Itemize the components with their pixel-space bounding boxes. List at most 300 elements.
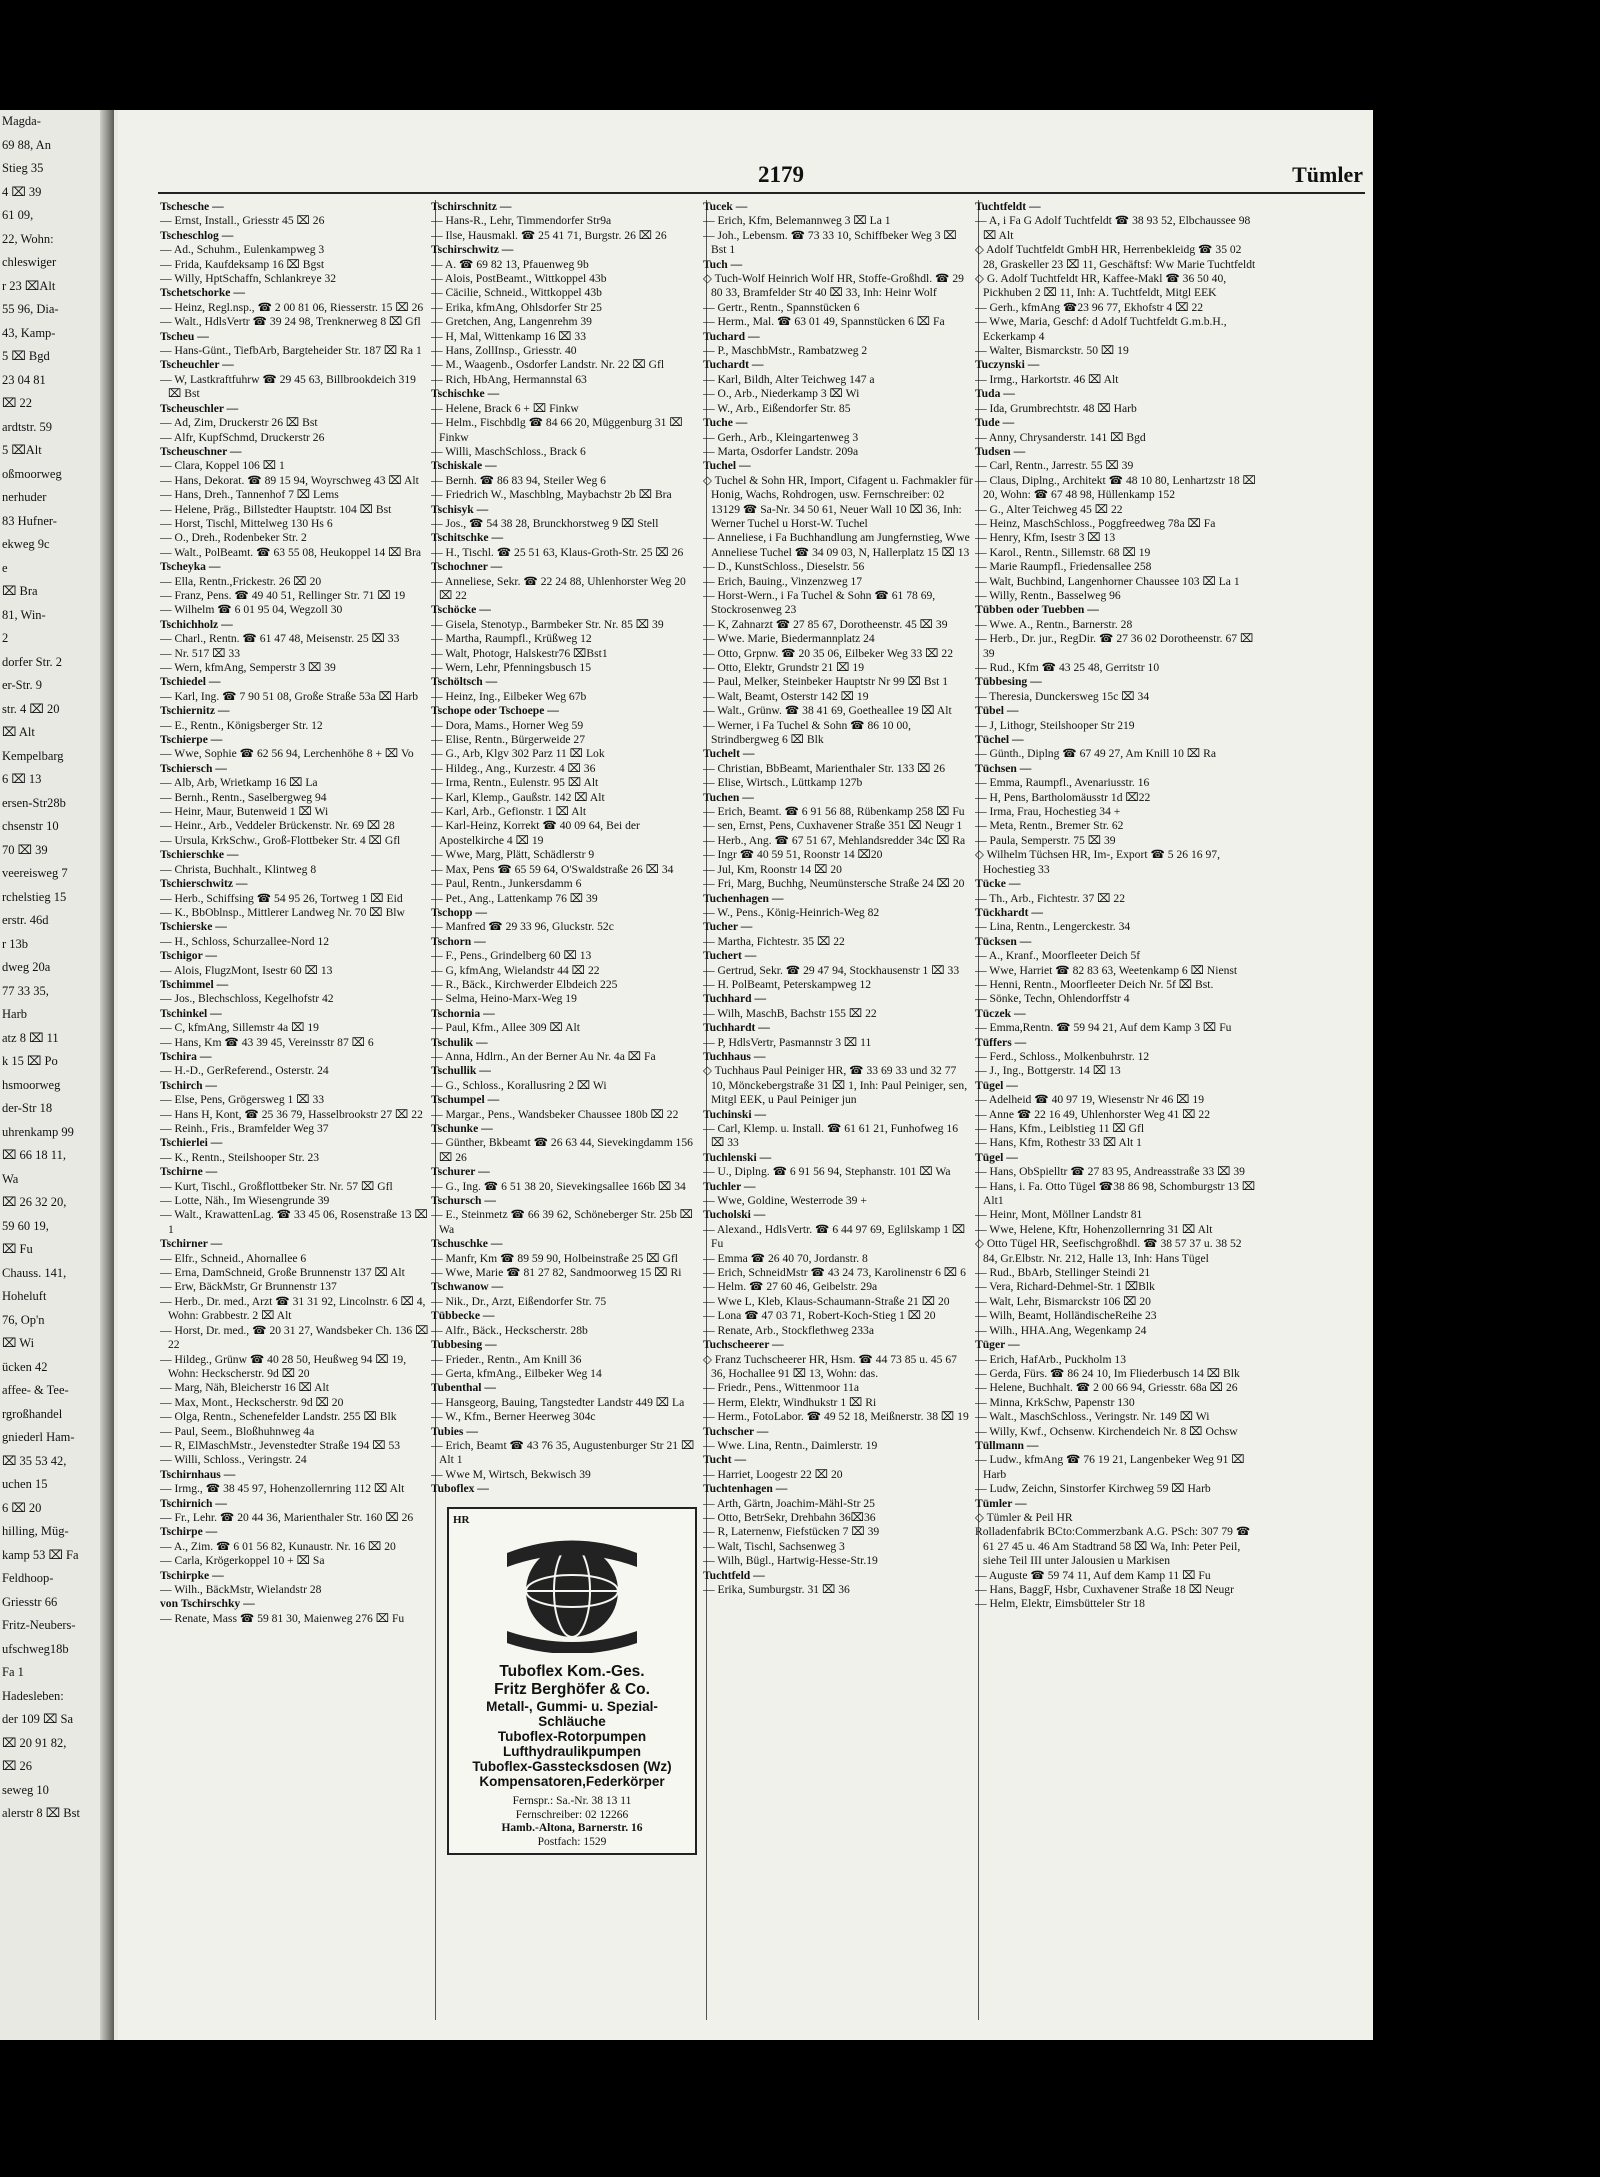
surname-heading: Tschigor — [160,949,218,963]
directory-entry: — Jos., Blechschloss, Kegelhofstr 42 [160,992,334,1006]
directory-entry: ◇ Adolf Tuchtfeldt GmbH HR, Herrenbekleidg ☎ 35 02 28, Graskeller 23 ⌧ 11, Geschäftsf: Ww Marie Tuchtfeldt [975,243,1256,271]
directory-entry: — Ilse, Hausmakl. ☎ 25 41 71, Burgstr. 26 ⌧ 26 [431,228,667,242]
directory-entry: — Ad, Zim, Druckerstr 26 ⌧ Bst [160,416,318,430]
surname-heading: Tuchhaus — [703,1049,766,1063]
directory-entry: — Karl, Ing. ☎ 7 90 51 08, Große Straße 53a ⌧ Harb [160,689,419,703]
directory-entry: — C, kfmAng, Sillemstr 4a ⌧ 19 [160,1021,319,1035]
directory-entry: — Wwe M, Wirtsch, Bekwisch 39 [431,1467,591,1481]
left-page-line: hilling, Müg- [2,1524,69,1538]
book-gutter [100,110,114,2040]
directory-entry: — Franz, Pens. ☎ 49 40 51, Rellinger Str. 71 ⌧ 19 [160,588,406,602]
directory-entry: — Walt., MaschSchloss., Veringstr. Nr. 149 ⌧ Wi [975,1410,1210,1424]
left-page-line: 83 Hufner- [2,513,57,528]
ad-line: Kompensatoren,Federkörper [479,1774,665,1790]
directory-entry: — Erw, BäckMstr, Gr Brunnenstr 137 [160,1280,337,1294]
directory-entry: — Hans, ObSpielltr ☎ 27 83 95, Andreasstraße 33 ⌧ 39 [975,1165,1245,1179]
left-page-line: ⌧ Fu [2,1242,33,1256]
directory-entry: — K., Rentn., Steilshooper Str. 23 [160,1150,320,1164]
directory-entry: — Ernst, Install., Griesstr 45 ⌧ 26 [160,214,325,228]
directory-entry: — Auguste ☎ 59 74 11, Auf dem Kamp 11 ⌧ Fu [975,1568,1211,1582]
left-page-line: Griesstr 66 [2,1594,58,1609]
directory-entry: — Hans, i. Fa. Otto Tügel ☎38 86 98, Schomburgstr 13 ⌧ Alt1 [975,1179,1256,1208]
surname-heading: Tüchsen — [975,761,1032,775]
left-page-line: ekweg 9c [2,537,50,551]
directory-entry: Rolladenfabrik BCto:Commerzbank A.G. PSch: 307 79 ☎ 61 27 45 u. 46 Am Stadtrand 58 ⌧ Wa, Inh: Peter Peil, siehe Teil III unter Jalousien u Markisen [975,1525,1251,1568]
directory-entry: — Frieder., Rentn., Am Knill 36 [431,1352,582,1366]
directory-entry: — Gretchen, Ang, Langenrehm 39 [431,315,592,329]
directory-entry: ◇ Otto Tügel HR, Seefischgroßhdl. ☎ 38 57 37 u. 38 52 84, Gr.Elbstr. Nr. 212, Halle 13, Inh: Hans Tügel [975,1237,1242,1265]
directory-entry: — Alb, Arb, Wrietkamp 16 ⌧ La [160,776,318,790]
left-page-line: 22, Wohn: [2,231,54,246]
directory-entry: — Herm., Mal. ☎ 63 01 49, Spannstücken 6 ⌧ Fa [703,315,945,329]
surname-heading: Tücke — [975,877,1021,891]
left-page-line: kamp 53 ⌧ Fa [2,1547,79,1562]
directory-entry: — Karl, Klemp., Gaußstr. 142 ⌧ Alt [431,790,605,804]
directory-entry: — Lona ☎ 47 03 71, Robert-Koch-Stieg 1 ⌧ 20 [703,1309,936,1323]
directory-entry: — Heinz, Regl.nsp., ☎ 2 00 81 06, Riesserstr. 15 ⌧ 26 [160,300,424,314]
directory-entry: — Hans-R., Lehr, Timmendorfer Str9a [431,214,612,228]
surname-heading: Tscheuschler — [160,401,239,415]
directory-entry: — Charl., Rentn. ☎ 61 47 48, Meisenstr. 25 ⌧ 33 [160,632,400,646]
directory-entry: — Anna, Hdlrn., An der Berner Au Nr. 4a ⌧ Fa [431,1049,656,1063]
left-page-line: 6 ⌧ 20 [2,1500,42,1515]
directory-entry: — Martha, Fichtestr. 35 ⌧ 22 [703,934,845,948]
directory-entry: — Otto, Grpnw. ☎ 20 35 06, Eilbeker Weg 33 ⌧ 22 [703,646,954,660]
directory-entry: — Friedrich W., Maschblng, Maybachstr 2b ⌧ Bra [431,488,672,502]
surname-heading: Tuchtfeld — [703,1568,765,1582]
surname-heading: Tuchen — [703,790,754,804]
surname-heading: Tschirpe — [160,1525,218,1539]
directory-entry: — Nik., Dr., Arzt, Eißendorfer Str. 75 [431,1294,607,1308]
directory-entry: — Hans, Km ☎ 43 39 45, Vereinsstr 87 ⌧ 6 [160,1035,374,1049]
left-page-line: atz 8 ⌧ 11 [2,1030,59,1045]
surname-heading: Tschunke — [431,1122,493,1135]
left-page-line: 76, Op'n [2,1312,45,1327]
left-page-line: r 13b [2,936,29,951]
directory-entry: — Erich, Beamt. ☎ 6 91 56 88, Rübenkamp 258 ⌧ Fu [703,805,965,819]
surname-heading: Tschurer — [431,1165,490,1179]
directory-entry: — O., Arb., Niederkamp 3 ⌧ Wi [703,387,860,401]
left-page-line: 43, Kamp- [2,325,56,340]
directory-entry: — Manfred ☎ 29 33 96, Gluckstr. 52c [431,920,614,934]
directory-entry: — Heinz, MaschSchloss., Poggfreedweg 78a ⌧ Fa [975,516,1216,530]
directory-entry: — Paul, Seem., Bloßhuhnweg 4a [160,1424,315,1438]
directory-entry: — Erich, Bauing., Vinzenzweg 17 [703,574,863,588]
surname-heading: Tuchscheerer — [703,1338,784,1352]
directory-entry: — R, Laternenw, Fiefstücken 7 ⌧ 39 [703,1525,880,1539]
surname-heading: Tscheuschner — [160,444,242,458]
surname-heading: Tschöltsch — [431,675,498,689]
directory-entry: — Wern, kfmAng, Semperstr 3 ⌧ 39 [160,661,336,674]
column-2 [431,200,701,1855]
surname-heading: Tscheschlog — [160,228,234,242]
directory-entry: — Wilh, Beamt, HolländischeReihe 23 [975,1309,1157,1323]
left-page-line: 77 33 35, [2,983,49,998]
directory-entry: — Willy, Rentn., Basselweg 96 [975,588,1121,602]
directory-entry: — Helm, Elektr, Eimsbütteler Str 18 [975,1597,1145,1611]
directory-entry: — Fri, Marg, Buchhg, Neumünstersche Straße 24 ⌧ 20 [703,877,965,891]
left-page-line: 23 04 81 [2,372,46,387]
left-page-line: 5 ⌧ Bgd [2,349,50,363]
surname-heading: Tschiernitz — [160,704,230,718]
directory-entry: — Wwe, Maria, Geschf: d Adolf Tuchtfeldt G.m.b.H., Eckerkamp 4 [975,315,1227,343]
directory-entry: — Herb., Schiffsing ☎ 54 95 26, Tortweg 1 ⌧ Eid [160,891,403,905]
directory-entry: — Walt., HdlsVertr ☎ 39 24 98, Trenknerweg 8 ⌧ Gfl [160,315,421,329]
directory-entry: — Hildeg., Ang., Kurzestr. 4 ⌧ 36 [431,761,596,775]
directory-entry: — Carla, Krögerkoppel 10 + ⌧ Sa [160,1554,325,1568]
directory-entry: — A, i Fa G Adolf Tuchtfeldt ☎ 38 93 52, Elbchaussee 98 ⌧ Alt [975,214,1251,242]
directory-entry: — Günth., Diplng ☎ 67 49 27, Am Knill 10 ⌧ Ra [975,747,1217,761]
surname-heading: Tübbesing — [975,675,1042,689]
surname-heading: Tuda — [975,387,1015,401]
directory-entry: — Meta, Rentn., Bremer Str. 62 [975,819,1124,833]
directory-entry: — Horst-Wern., i Fa Tuchel & Sohn ☎ 61 78 69, Stockrosenweg 23 [703,588,936,617]
directory-entry: — Wilh., HHA.Ang, Wegenkamp 24 [975,1323,1147,1337]
surname-heading: Tschitschke — [431,531,504,545]
directory-entry: — Gerh., Arb., Kleingartenweg 3 [703,430,859,444]
ad-address: Hamb.-Altona, Barnerstr. 16 [501,1822,643,1835]
left-page-line: der 109 ⌧ Sa [2,1712,73,1726]
directory-entry: — P., MaschbMstr., Rambatzweg 2 [703,344,868,358]
directory-entry: — Ursula, KrkSchw., Groß-Flottbeker Str. 4 ⌧ Gfl [160,833,401,847]
surname-heading: Tübbecke — [431,1309,495,1323]
surname-heading: Tschöcke — [431,603,491,617]
surname-heading: Tschiskale — [431,459,497,473]
directory-entry: — Wilh, Bügl., Hartwig-Hesse-Str.19 [703,1554,878,1568]
directory-entry: — Walt, Buchbind, Langenhorner Chaussee 103 ⌧ La 1 [975,574,1240,588]
directory-entry: — Wwe, Sophie ☎ 62 56 94, Lerchenhöhe 8 + ⌧ Vo [160,747,414,761]
directory-entry: — Marie Raumpfl., Friedensallee 258 [975,560,1152,574]
directory-entry: — Hans-Günt., TiefbArb, Bargteheider Str. 187 ⌧ Ra 1 [160,344,422,358]
directory-entry: — Paul, Kfm., Allee 309 ⌧ Alt [431,1021,580,1035]
directory-entry: — Bernh., Rentn., Saselbergweg 94 [160,790,327,804]
ad-label: HR [453,1513,470,1526]
running-head: Tümler [1292,162,1363,187]
directory-entry: — Otto, BetrSekr, Drehbahn 36⌧36 [703,1510,876,1524]
directory-entry: — Henry, Kfm, Isestr 3 ⌧ 13 [975,531,1116,545]
directory-entry: — Dora, Mams., Horner Weg 59 [431,718,584,732]
left-page-line: Magda- [2,114,41,128]
directory-entry: — Gisela, Stenotyp., Barmbeker Str. Nr. 85 ⌧ 39 [431,617,664,631]
surname-heading: Tuchelt — [703,747,755,761]
directory-entry: — Anny, Chrysanderstr. 141 ⌧ Bgd [975,430,1146,444]
directory-entry: — G., Ing. ☎ 6 51 38 20, Sievekingsallee 166b ⌧ 34 [431,1179,686,1193]
left-page-line: affee- & Tee- [2,1383,69,1397]
directory-entry: — E., Rentn., Königsberger Str. 12 [160,718,323,732]
surname-heading: von Tschirschky — [160,1597,255,1611]
left-page-line: chsenstr 10 [2,819,59,833]
directory-entry: — Hans, BaggF, Hsbr, Cuxhavener Straße 18 ⌧ Neugr [975,1583,1234,1596]
directory-entry: — Wwe. Marie, Biedermannplatz 24 [703,632,875,646]
left-page-line: ücken 42 [2,1359,48,1374]
directory-entry: — Wwe, Harriet ☎ 82 83 63, Weetenkamp 6 ⌧ Nienst [975,963,1238,977]
directory-entry: — Emma, Raumpfl., Avenariusstr. 16 [975,776,1150,790]
directory-entry: — Erich, Kfm, Belemannweg 3 ⌧ La 1 [703,214,891,228]
directory-entry: — Hans, Kfm, Rothestr 33 ⌧ Alt 1 [975,1136,1142,1150]
surname-heading: Tschursch — [431,1194,496,1208]
directory-entry: — G., Arb, Klgv 302 Parz 11 ⌧ Lok [431,747,605,761]
directory-entry: — M., Waagenb., Osdorfer Landstr. Nr. 22 ⌧ Gfl [431,358,665,372]
surname-heading: Tuch — [703,257,743,271]
left-page-line: 2 [2,631,9,645]
directory-entry: — Wwe, Marg, Plätt, Schädlerstr 9 [431,848,595,862]
directory-entry: — Willi, Schloss., Veringstr. 24 [160,1453,307,1467]
surname-heading: Tschochner — [431,560,503,574]
surname-heading: Tschira — [160,1049,212,1063]
directory-entry: — G., Alter Teichweg 45 ⌧ 22 [975,502,1123,516]
directory-entry: — Paul, Melker, Steinbeker Hauptstr Nr 99 ⌧ Bst 1 [703,675,949,689]
directory-entry: — Horst, Tischl, Mittelweg 130 Hs 6 [160,516,333,530]
surname-heading: Tschorn — [431,934,486,948]
directory-entry: — Helene, Brack 6 + ⌧ Finkw [431,401,579,415]
surname-heading: Tschullik — [431,1064,491,1078]
surname-heading: Tucek — [703,200,748,213]
directory-entry: — Helm., Fischbdlg ☎ 84 66 20, Müggenburg 31 ⌧ Finkw [431,416,683,444]
directory-entry: — Wwe, Marie ☎ 81 27 82, Sandmoorweg 15 ⌧ Ri [431,1266,682,1280]
left-page-line: 4 ⌧ 39 [2,184,42,199]
directory-entry: — Wwe. A., Rentn., Barnerstr. 28 [975,617,1133,631]
directory-entry: — Willy, HptSchaffn, Schlankreye 32 [160,272,337,286]
surname-heading: Tüczek — [975,1006,1026,1020]
left-page-line: Wa [2,1171,19,1186]
surname-heading: Tschiersch — [160,761,227,775]
directory-entry: — Erika, kfmAng, Ohlsdorfer Str 25 [431,300,602,314]
directory-entry: — W., Pens., König-Heinrich-Weg 82 [703,905,880,919]
directory-entry: — Elfr., Schneid., Ahornallee 6 [160,1251,307,1265]
directory-entry: — Wwe, Goldine, Westerrode 39 + [703,1194,867,1208]
directory-entry: — Wern, Lehr, Pfenningsbusch 15 [431,661,592,674]
left-page-line: k 15 ⌧ Po [2,1054,58,1068]
directory-entry: — Wilhelm ☎ 6 01 95 04, Wegzoll 30 [160,603,343,617]
directory-entry: ◇ Franz Tuchscheerer HR, Hsm. ☎ 44 73 85 u. 45 67 36, Hochallee 91 ⌧ 13, Wohn: das. [703,1352,957,1380]
directory-entry: — Selma, Heino-Marx-Weg 19 [431,992,577,1006]
directory-entry: — Th., Arb., Fichtestr. 37 ⌧ 22 [975,891,1126,905]
left-page-line: hsmoorweg [2,1077,61,1092]
left-page-line: Feldhoop- [2,1571,54,1585]
left-page-line: rchelstieg 15 [2,889,67,904]
directory-entry: — Erika, Sumburgstr. 31 ⌧ 36 [703,1583,850,1596]
ad-telex: Fernschreiber: 02 12266 [515,1808,629,1821]
directory-entry: — Ferd., Schloss., Molkenbuhrstr. 12 [975,1049,1150,1063]
surname-heading: Tubbesing — [431,1338,497,1352]
directory-entry: — R., Bäck., Kirchwerder Elbdeich 225 [431,977,618,991]
surname-heading: Tschischke — [431,387,500,401]
ad-line: Tuboflex-Rotorpumpen [497,1729,647,1745]
left-page-line: 55 96, Dia- [2,302,59,316]
surname-heading: Tschierschwitz — [160,877,248,891]
directory-entry: — Ingr ☎ 40 59 51, Roonstr 14 ⌧20 [703,848,883,862]
left-page-line: str. 4 ⌧ 20 [2,701,60,716]
directory-entry: — F., Pens., Grindelberg 60 ⌧ 13 [431,949,592,963]
left-page-line: ⌧ 20 91 82, [2,1735,67,1750]
tuboflex-advertisement [447,1507,697,1856]
directory-entry: — O., Dreh., Rodenbeker Str. 2 [160,531,307,545]
directory-entry: — Marg, Näh, Bleicherstr 16 ⌧ Alt [160,1381,329,1395]
surname-heading: Tschope oder Tschoepe — [431,704,559,718]
surname-heading: Tude — [975,416,1015,430]
directory-entry: — Christian, BbBeamt, Marienthaler Str. 133 ⌧ 26 [703,761,945,775]
surname-heading: Tuchler — [703,1179,756,1193]
surname-heading: Tschiedel — [160,675,221,689]
directory-entry: — Wilh., BäckMstr, Wielandstr 28 [160,1583,322,1596]
directory-entry: — Ludw, Zeichn, Sinstorfer Kirchweg 59 ⌧ Harb [975,1482,1211,1496]
directory-entry: — Walter, Bismarckstr. 50 ⌧ 19 [975,344,1129,358]
surname-heading: Tschichholz — [160,617,233,631]
left-page-line: ardtstr. 59 [2,419,52,434]
directory-entry: — Erich, Beamt ☎ 43 76 35, Augustenburger Str 21 ⌧ Alt 1 [431,1438,695,1467]
directory-entry: — P, HdlsVertr, Pasmannstr 3 ⌧ 11 [703,1035,872,1049]
directory-entry: — W., Arb., Eißendorfer Str. 85 [703,401,851,415]
surname-heading: Tschirnich — [160,1496,227,1510]
directory-entry: — Walt., Grünw. ☎ 38 41 69, Goetheallee 19 ⌧ Alt [703,704,952,718]
directory-entry: — Cäcilie, Schneid., Wittkoppel 43b [431,286,602,300]
left-page-line: uchen 15 [2,1477,48,1491]
surname-heading: Tuchscher — [703,1424,769,1438]
directory-entry: — Sönke, Techn, Ohlendorffstr 4 [975,992,1130,1006]
directory-entry: — E., Steinmetz ☎ 66 39 62, Schöneberger Str. 25b ⌧ Wa [431,1208,694,1236]
left-page-line: ⌧ 22 [2,396,33,410]
left-page-line: 59 60 19, [2,1218,49,1233]
directory-entry: — Helm. ☎ 27 60 46, Geibelstr. 29a [703,1280,878,1294]
surname-heading: Tuczynski — [975,358,1040,372]
ad-line: Lufthydraulikpumpen [503,1744,641,1760]
left-page-line: Chauss. 141, [2,1265,67,1280]
directory-entry: — Karl-Heinz, Korrekt ☎ 40 09 64, Bei der Apostelkirche 4 ⌧ 19 [431,819,640,847]
surname-heading: Tuchtfeldt — [975,200,1041,213]
surname-heading: Tschirnhaus — [160,1467,236,1481]
directory-entry: — Wwe, Helene, Kftr, Hohenzollernring 31 ⌧ Alt [975,1222,1213,1236]
directory-entry: — Karl, Arb., Gefionstr. 1 ⌧ Alt [431,805,587,819]
directory-entry: — Wwe. Lina, Rentn., Daimlerstr. 19 [703,1438,878,1452]
directory-entry: — Alfr, KupfSchmd, Druckerstr 26 [160,430,325,444]
directory-entry: — Alois, PostBeamt., Wittkoppel 43b [431,272,607,286]
directory-entry: — Erich, HafArb., Puckholm 13 [975,1352,1127,1366]
directory-entry: — Ludw., kfmAng ☎ 76 19 21, Langenbeker Weg 91 ⌧ Harb [975,1453,1245,1481]
directory-entry: — Hans, Dekorat. ☎ 89 15 94, Woyrschweg 43 ⌧ Alt [160,473,419,487]
left-page-line: nerhuder [2,490,47,504]
left-page-line: gniederl Ham- [2,1430,75,1444]
directory-entry: — Ida, Grumbrechtstr. 48 ⌧ Harb [975,401,1137,415]
directory-entry: — Henni, Rentn., Moorfleeter Deich Nr. 5f ⌧ Bst. [975,977,1214,991]
left-page-line: 70 ⌧ 39 [2,842,48,857]
header-rule [158,192,1365,194]
directory-entry: — Harriet, Loogestr 22 ⌧ 20 [703,1467,843,1481]
directory-entry: — Walt., KrawattenLag. ☎ 33 45 06, Rosenstraße 13 ⌧ 1 [160,1208,428,1236]
directory-entry: — Alois, FlugzMont, Isestr 60 ⌧ 13 [160,963,333,977]
surname-heading: Tuchlenski — [703,1150,772,1164]
directory-entry: — Paul, Rentn., Junkersdamm 6 [431,877,582,891]
directory-entry: — Vera, Richard-Dehmel-Str. 1 ⌧Blk [975,1280,1155,1294]
directory-entry: — Karl, Bildh, Alter Teichweg 147 a [703,372,875,386]
directory-entry: — Anneliese, Sekr. ☎ 22 24 88, Uhlenhorster Weg 20 ⌧ 22 [431,574,686,602]
directory-entry: — Theresia, Dunckersweg 15c ⌧ 34 [975,689,1150,703]
directory-entry: — Willi, MaschSchloss., Brack 6 [431,444,586,458]
directory-entry: — Claus, Diplng., Architekt ☎ 48 10 80, Lenhartzstr 18 ⌧ 20, Wohn: ☎ 67 48 98, Hüllenkamp 152 [975,473,1256,502]
directory-entry: — Rich, HbAng, Hermannstal 63 [431,372,587,386]
left-page-line: uhrenkamp 99 [2,1124,74,1139]
directory-entry: — H., Tischl. ☎ 25 51 63, Klaus-Groth-Str. 25 ⌧ 26 [431,545,684,559]
directory-entry: — D., KunstSchloss., Dieselstr. 56 [703,560,865,574]
left-page-line: veereisweg 7 [2,866,68,880]
left-page-line: seweg 10 [2,1782,49,1797]
directory-entry: — Elise, Rentn., Bürgerweide 27 [431,733,586,747]
directory-entry: — H.-D., GerReferend., Osterstr. 24 [160,1064,329,1078]
directory-entry: — Ad., Schuhm., Eulenkampweg 3 [160,243,325,257]
directory-entry: — Willy, Kwf., Ochsenw. Kirchendeich Nr. 8 ⌧ Ochsw [975,1424,1238,1438]
directory-entry: — Herb., Dr. med., Arzt ☎ 31 31 92, Lincolnstr. 6 ⌧ 4, Wohn: Grabbestr. 2 ⌧ Alt [160,1294,426,1323]
directory-entry: — U., Diplng. ☎ 6 91 56 94, Stephanstr. 101 ⌧ Wa [703,1165,951,1179]
surname-heading: Tucher — [703,920,753,934]
directory-entry: — Clara, Koppel 106 ⌧ 1 [160,459,285,473]
ad-line: Metall-, Gummi- u. Spezial- [486,1699,658,1715]
directory-entry: — H. PolBeamt, Peterskampweg 12 [703,977,872,991]
surname-heading: Tubenthal — [431,1381,496,1395]
directory-entry: — A. ☎ 69 82 13, Pfauenweg 9b [431,257,589,271]
left-page-line: 61 09, [2,208,34,222]
surname-heading: Tückhardt — [975,905,1043,919]
globe-logo-icon [497,1533,647,1653]
directory-entry: — Adelheid ☎ 40 97 19, Wiesenstr Nr 46 ⌧ 19 [975,1093,1205,1107]
directory-page [118,110,1373,2040]
surname-heading: Tscheyka — [160,560,221,574]
directory-entry: — Werner, i Fa Tuchel & Sohn ☎ 86 10 00, Strindbergweg 6 ⌧ Blk [703,718,911,747]
directory-entry: — Hans H, Kont, ☎ 25 36 79, Hasselbrookstr 27 ⌧ 22 [160,1107,423,1121]
surname-heading: Tubies — [431,1424,478,1438]
directory-entry: — Walt., PolBeamt. ☎ 63 55 08, Heukoppel 14 ⌧ Bra [160,545,422,559]
surname-heading: Tschinkel — [160,1006,222,1020]
left-page-line: ufschweg18b [2,1641,69,1656]
directory-entry: — Alexand., HdlsVertr. ☎ 6 44 97 69, Eglilskamp 1 ⌧ Fu [703,1222,966,1251]
left-page-line: ⌧ Wi [2,1336,35,1350]
directory-entry: — Gertr., Rentn., Spannstücken 6 [703,300,860,314]
directory-entry: — Hildeg., Grünw ☎ 40 28 50, Heußweg 94 ⌧ 19, Wohn: Heckscherstr. 9d ⌧ 20 [160,1352,407,1380]
directory-entry: — Heinr, Maur, Butenweid 1 ⌧ Wi [160,805,329,819]
left-page-line: r 23 ⌧Alt [2,278,56,293]
surname-heading: Tschierlei — [160,1136,223,1150]
directory-entry: — W., Kfm., Berner Heerweg 304c [431,1410,596,1424]
left-page-line: ⌧ 26 32 20, [2,1195,67,1209]
directory-entry: — J, Lithogr, Steilshooper Str 219 [975,718,1135,732]
surname-heading: Tuchtenhagen — [703,1482,788,1496]
left-page-line: chleswiger [2,255,57,269]
surname-heading: Tscheuchler — [160,358,234,372]
directory-entry: — Christa, Buchhalt., Klintweg 8 [160,862,317,876]
surname-heading: Tuche — [703,416,748,430]
directory-entry: — Kurt, Tischl., Großflottbeker Str. Nr. 57 ⌧ Gfl [160,1179,393,1193]
surname-heading: Tschierschke — [160,848,239,862]
directory-entry: — Irma, Frau, Hochestieg 34 + [975,805,1121,819]
directory-entry: — Anne ☎ 22 16 49, Uhlenhorster Weg 41 ⌧ 22 [975,1107,1210,1121]
directory-entry: — Gerda, Fürs. ☎ 86 24 10, Im Fliederbusch 14 ⌧ Blk [975,1366,1240,1380]
left-page-line: 6 ⌧ 13 [2,772,42,786]
directory-entry: — Max, Pens ☎ 65 59 64, O'Swaldstraße 26 ⌧ 34 [431,862,674,876]
left-page-line: ⌧ 26 [2,1759,33,1773]
directory-entry: — Heinr, Mont, Möllner Landstr 81 [975,1208,1143,1222]
directory-entry: ◇ G. Adolf Tuchtfeldt HR, Kaffee-Makl ☎ 36 50 40, Pickhuben 2 ⌧ 11, Inh: A. Tuchtfeldt, Mitgl EEK [975,272,1227,300]
surname-heading: Tuchinski — [703,1107,767,1121]
directory-entry: ◇ Tümler & Peil HR [975,1510,1073,1524]
surname-heading: Tuchenhagen — [703,891,784,905]
directory-entry: — Olga, Rentn., Schenefelder Landstr. 255 ⌧ Blk [160,1410,397,1424]
surname-heading: Tschopp — [431,905,487,919]
left-page-line: erstr. 46d [2,913,49,927]
directory-entry: — Karol., Rentn., Sillemstr. 68 ⌧ 19 [975,545,1151,559]
directory-entry: — Otto, Elektr, Grundstr 21 ⌧ 19 [703,661,865,674]
left-page-line: Fritz-Neubers- [2,1618,76,1632]
directory-entry: — Lina, Rentn., Lengerckestr. 34 [975,920,1131,934]
directory-entry: — Helene, Buchhalt. ☎ 2 00 66 94, Griesstr. 68a ⌧ 26 [975,1381,1238,1395]
directory-entry: — Gerh., kfmAng ☎23 96 77, Ekhofstr 4 ⌧ 22 [975,300,1204,314]
